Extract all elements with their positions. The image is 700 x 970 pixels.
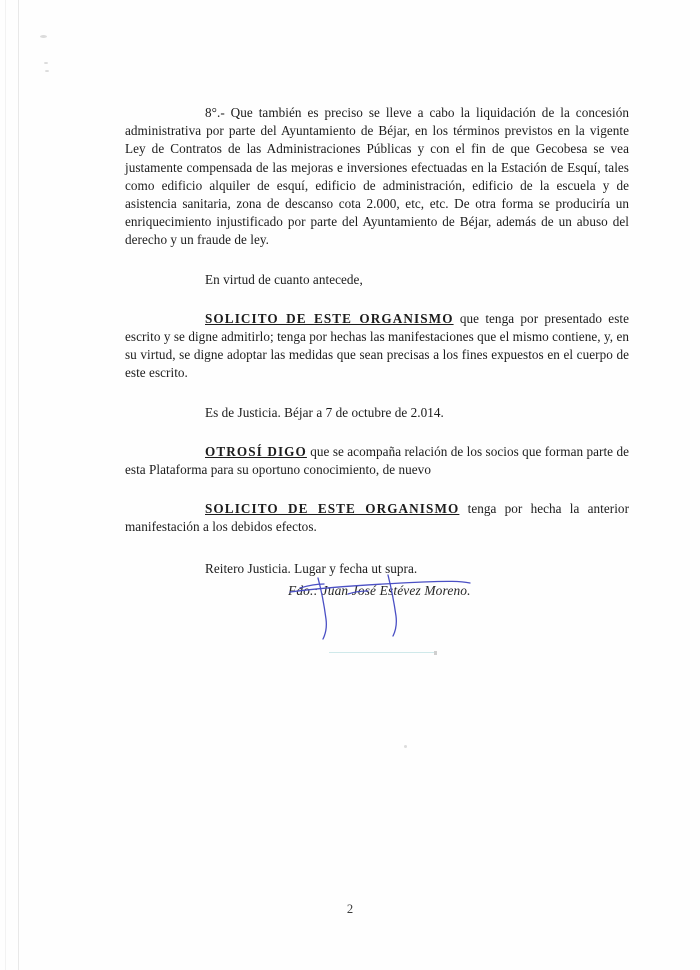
document-body xyxy=(125,104,629,578)
paragraph-spacer xyxy=(125,289,629,310)
paragraph-solicito-primero xyxy=(125,310,629,383)
scan-edge-artifact-outer xyxy=(5,0,6,970)
scan-speck xyxy=(45,70,49,72)
paragraph-clause-8: 8°.- Que también es preciso se lleve a cabo la liquidación de la concesión administrativa por parte del Ayuntamiento de Béjar, en los términos previstos en la vigente Ley de Contratos de las Administraciones Públicas y con el fin de que Gecobesa se vea justamente compensada de las mejoras e inversiones efectuadas en la Estación de Esquí, tales como edificio alquiler de esquí, edificio de administración, edificio de la escuela y de asistencia sanitaria, zona de descanso cota 2.000, etc, etc. De otra forma se produciría un enriquecimiento injustificado por parte del Ayuntamiento de Béjar, además de un abuso del derecho y un fraude de ley. xyxy=(125,105,629,248)
paragraph-es-de-justicia: Es de Justicia. Béjar a 7 de octubre de 2.014. xyxy=(205,404,444,420)
scan-speck xyxy=(40,35,47,38)
legal-term-otrosi: OTROSÍ DIGO xyxy=(205,443,307,459)
paragraph-spacer xyxy=(125,250,629,271)
paragraph-solicito-primero-text: que tenga por presentado este escrito y se digne admitirlo; tenga por hechas las manifestaciones que el mismo contiene, y, en su virtud, se digne adoptar las medidas que sean precisas a los fines expuestos en el cuerpo de este escrito. xyxy=(125,310,630,381)
signature-block xyxy=(288,583,588,599)
scan-speck xyxy=(404,745,407,748)
page-number: 2 xyxy=(346,902,354,916)
paragraph-en-virtud: En virtud de cuanto antecede, xyxy=(205,271,363,287)
paragraph-otrosi-digo xyxy=(125,443,629,479)
paragraph-otrosi-digo-text: que se acompaña relación de los socios que forman parte de esta Plataforma para su oportuno conocimiento, de nuevo xyxy=(125,443,629,478)
paragraph-spacer xyxy=(125,383,629,404)
scan-speck xyxy=(44,62,48,64)
paragraph-solicito-segundo-text: tenga por hecha la anterior manifestación a los debidos efectos. xyxy=(125,501,630,535)
paragraph-reitero-justicia: Reitero Justicia. Lugar y fecha ut supra. xyxy=(205,560,418,576)
paragraph-solicito-segundo xyxy=(125,500,629,536)
scanner-artifact-line xyxy=(329,652,434,653)
legal-term-solicito-segundo: SOLICITO DE ESTE ORGANISMO xyxy=(205,501,460,517)
signature-typed-name: Fdo.: Juan José Estévez Moreno. xyxy=(288,583,471,598)
paragraph-spacer xyxy=(125,422,629,443)
paragraph-spacer xyxy=(125,479,629,500)
scanner-artifact-dot xyxy=(434,651,437,655)
legal-term-solicito: SOLICITO DE ESTE ORGANISMO xyxy=(205,310,454,326)
paragraph-spacer xyxy=(125,537,629,560)
scan-edge-artifact xyxy=(18,0,19,970)
